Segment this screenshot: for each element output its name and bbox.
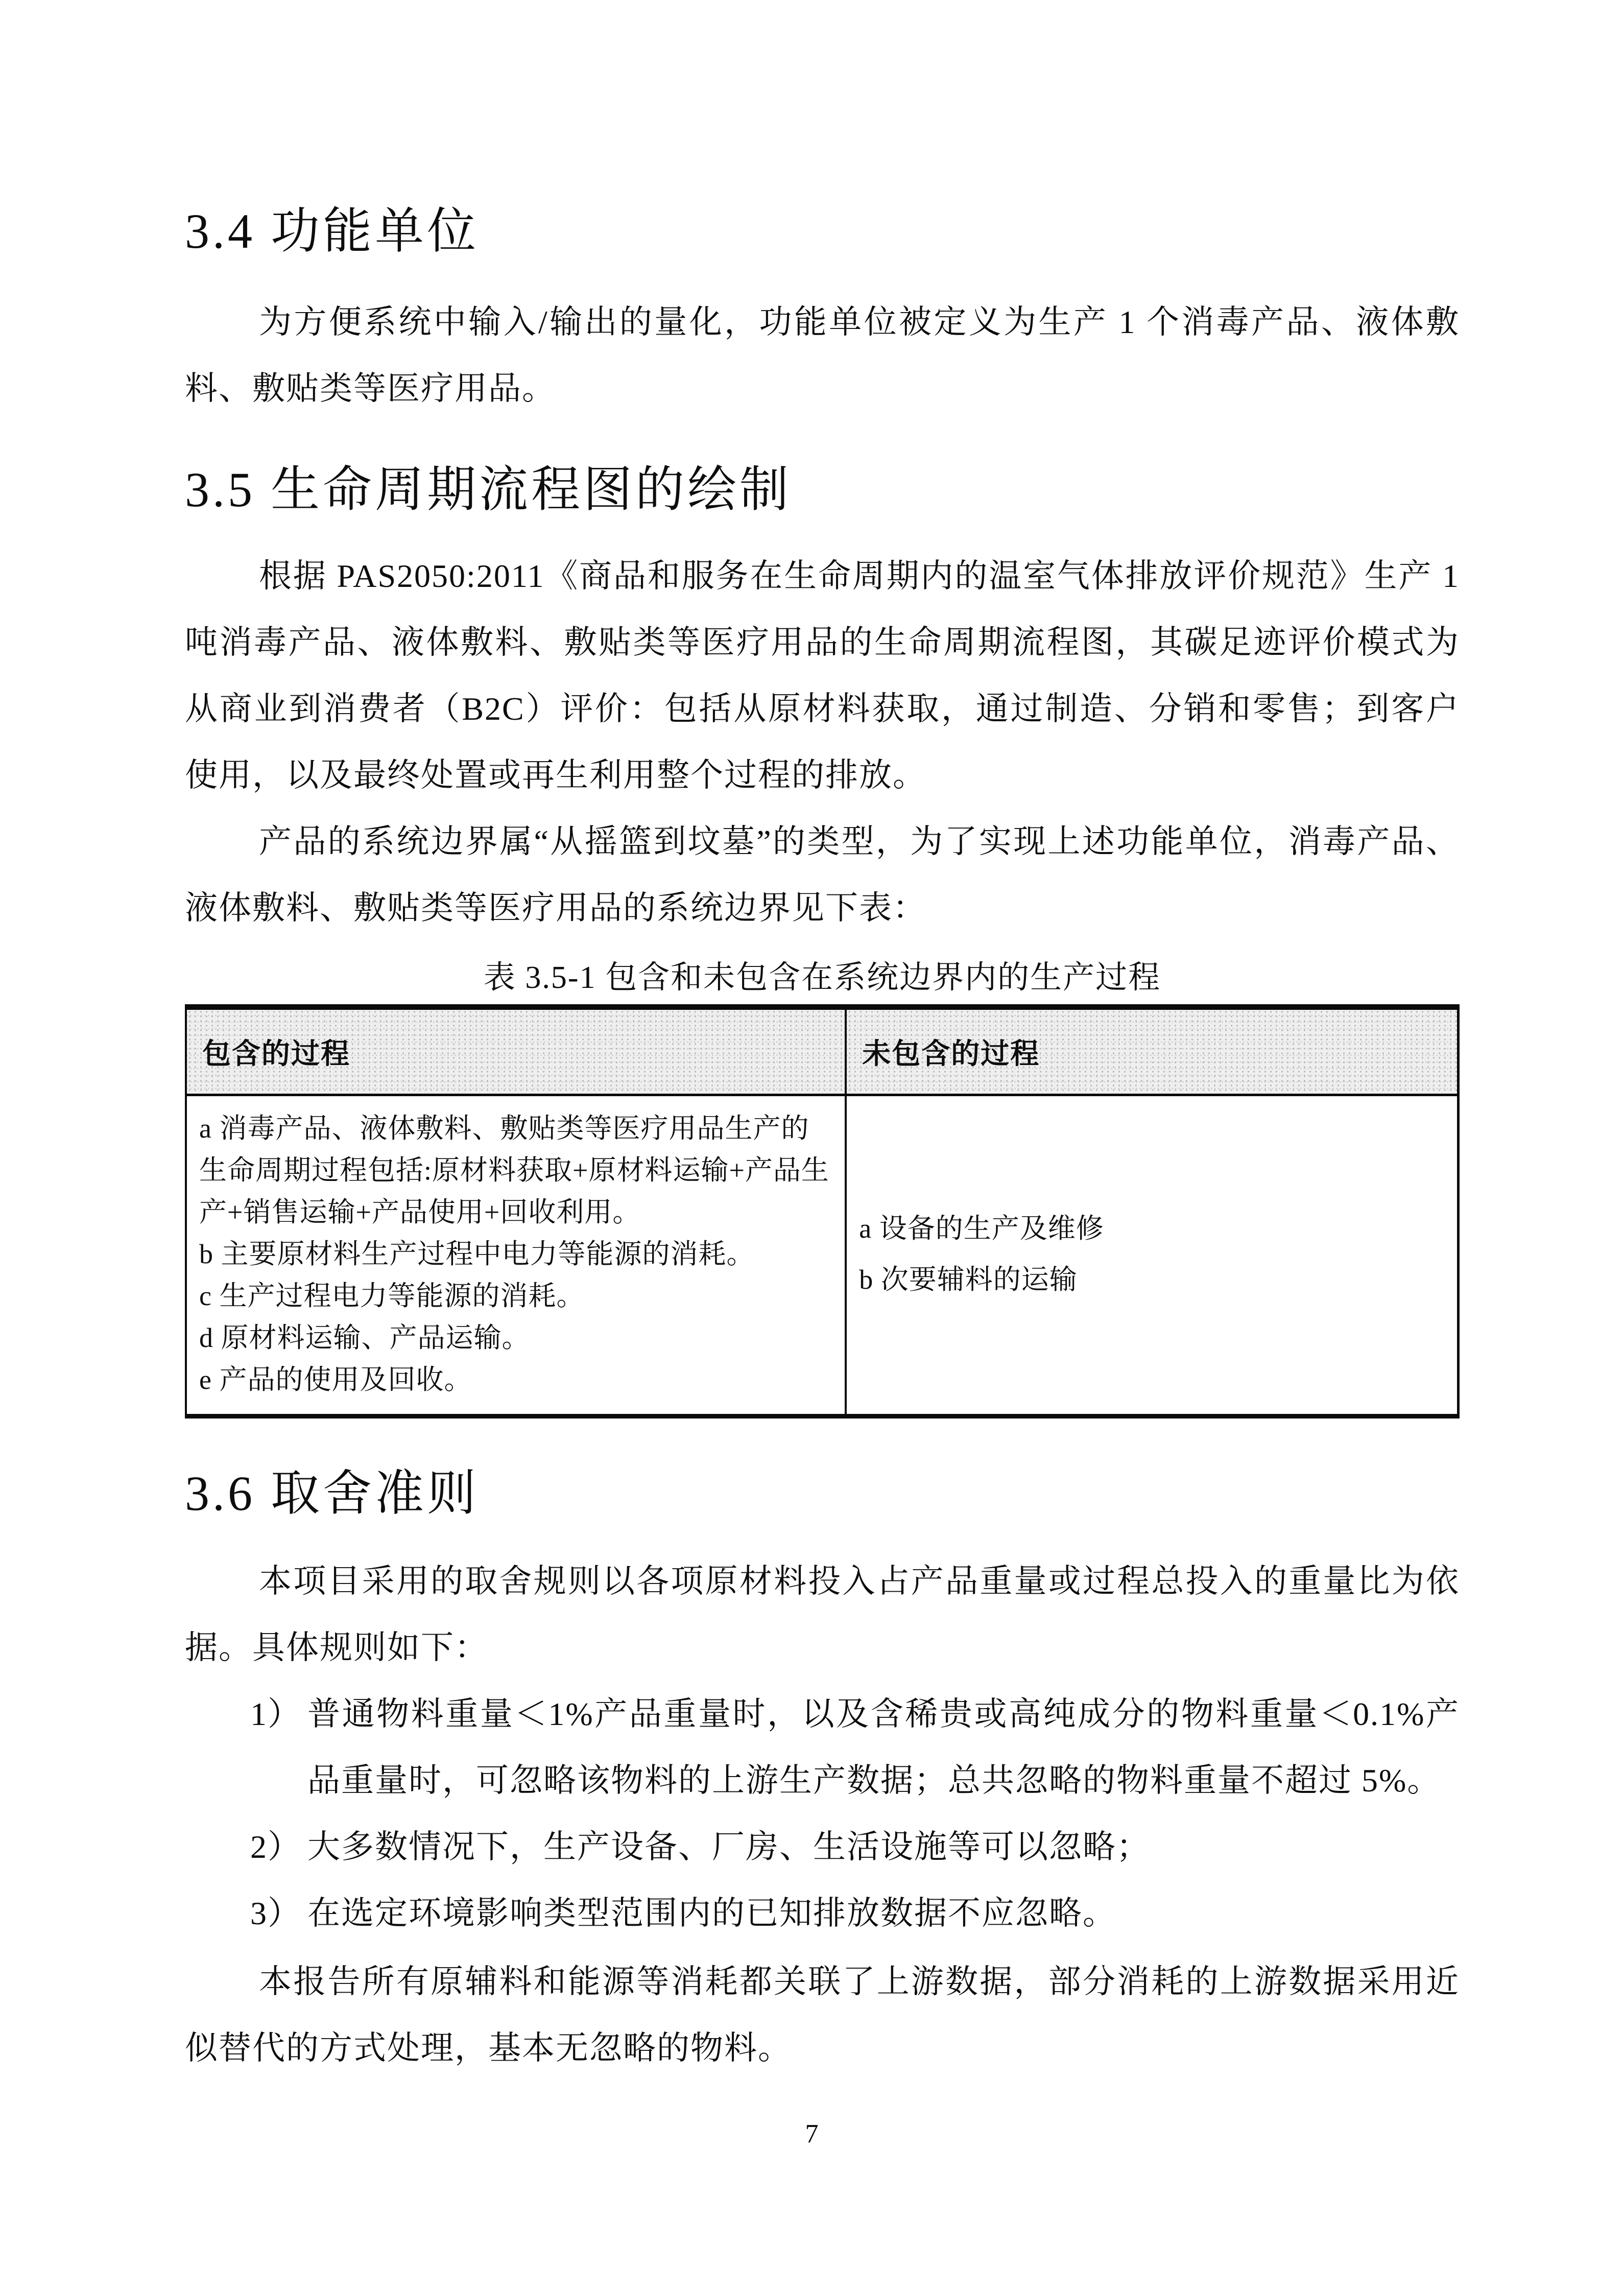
included-item-e: e 产品的使用及回收。 — [199, 1364, 472, 1395]
list-item-3 — [185, 1880, 1460, 1947]
table-body — [186, 1095, 1459, 1416]
list-text-2: 大多数情况下，生产设备、厂房、生活设施等可以忽略； — [307, 1829, 1150, 1865]
included-item-d: d 原材料运输、产品运输。 — [199, 1322, 530, 1353]
system-boundary-table — [185, 1004, 1460, 1419]
list-text-3: 在选定环境影响类型范围内的已知排放数据不应忽略。 — [307, 1895, 1116, 1932]
section-3-6-paragraph: 本项目采用的取舍规则以各项原材料投入占产品重量或过程总投入的重量比为依据。具体规则如下： — [185, 1563, 1460, 1666]
excluded-processes-cell — [846, 1095, 1458, 1416]
list-item-1 — [185, 1681, 1460, 1814]
list-marker-1: 1） — [250, 1696, 301, 1733]
table-header-row — [186, 1007, 1459, 1095]
included-item-b: b 主要原材料生产过程中电力等能源的消耗。 — [199, 1238, 755, 1269]
section-3-5-paragraph-2: 产品的系统边界属“从摇篮到坟墓”的类型，为了实现上述功能单位，消毒产品、液体敷料、敷贴类等医疗用品的系统边界见下表： — [185, 823, 1460, 926]
list-marker-2: 2） — [250, 1829, 301, 1865]
excluded-item-a: a 设备的生产及维修 — [859, 1213, 1104, 1244]
excluded-item-b: b 次要辅料的运输 — [859, 1264, 1078, 1295]
list-marker-3: 3） — [250, 1895, 301, 1932]
section-3-4-heading: 3.4 功能单位 — [185, 204, 479, 258]
included-item-a: a 消毒产品、液体敷料、敷贴类等医疗用品生产的生命周期过程包括:原材料获取+原材料运输+产品生产+销售运输+产品使用+回收利用。 — [199, 1113, 829, 1227]
section-3-6-heading: 3.6 取舍准则 — [185, 1465, 479, 1521]
list-item-2 — [185, 1814, 1460, 1880]
list-text-1: 普通物料重量＜1%产品重量时，以及含稀贵或高纯成分的物料重量＜0.1%产品重量时，可忽略该物料的上游生产数据；总共忽略的物料重量不超过 5%。 — [307, 1696, 1460, 1799]
cutoff-rules-list — [185, 1681, 1460, 1947]
included-item-c: c 生产过程电力等能源的消耗。 — [199, 1280, 585, 1311]
closing-paragraph: 本报告所有原辅料和能源等消耗都关联了上游数据，部分消耗的上游数据采用近似替代的方式处理，基本无忽略的物料。 — [185, 1964, 1460, 2067]
table-row — [186, 1095, 1459, 1416]
header-included-processes: 包含的过程 — [186, 1007, 846, 1095]
section-3-5-paragraph-1: 根据 PAS2050:2011《商品和服务在生命周期内的温室气体排放评价规范》生产 1 吨消毒产品、液体敷料、敷贴类等医疗用品的生命周期流程图，其碳足迹评价模式为从商业到消费者（B2C）评价：包括从原材料获取，通过制造、分销和零售；到客户使用，以及最终处置或再生利用整个过程的排放。 — [185, 557, 1460, 793]
table-caption: 表 3.5-1 包含和未包含在系统边界内的生产过程 — [483, 960, 1161, 995]
included-processes-cell — [186, 1095, 846, 1416]
section-3-4-paragraph: 为方便系统中输入/输出的量化，功能单位被定义为生产 1 个消毒产品、液体敷料、敷贴类等医疗用品。 — [185, 304, 1460, 407]
page-number: 7 — [805, 2119, 819, 2148]
header-excluded-processes: 未包含的过程 — [846, 1007, 1458, 1095]
section-3-5-heading: 3.5 生命周期流程图的绘制 — [185, 462, 792, 517]
